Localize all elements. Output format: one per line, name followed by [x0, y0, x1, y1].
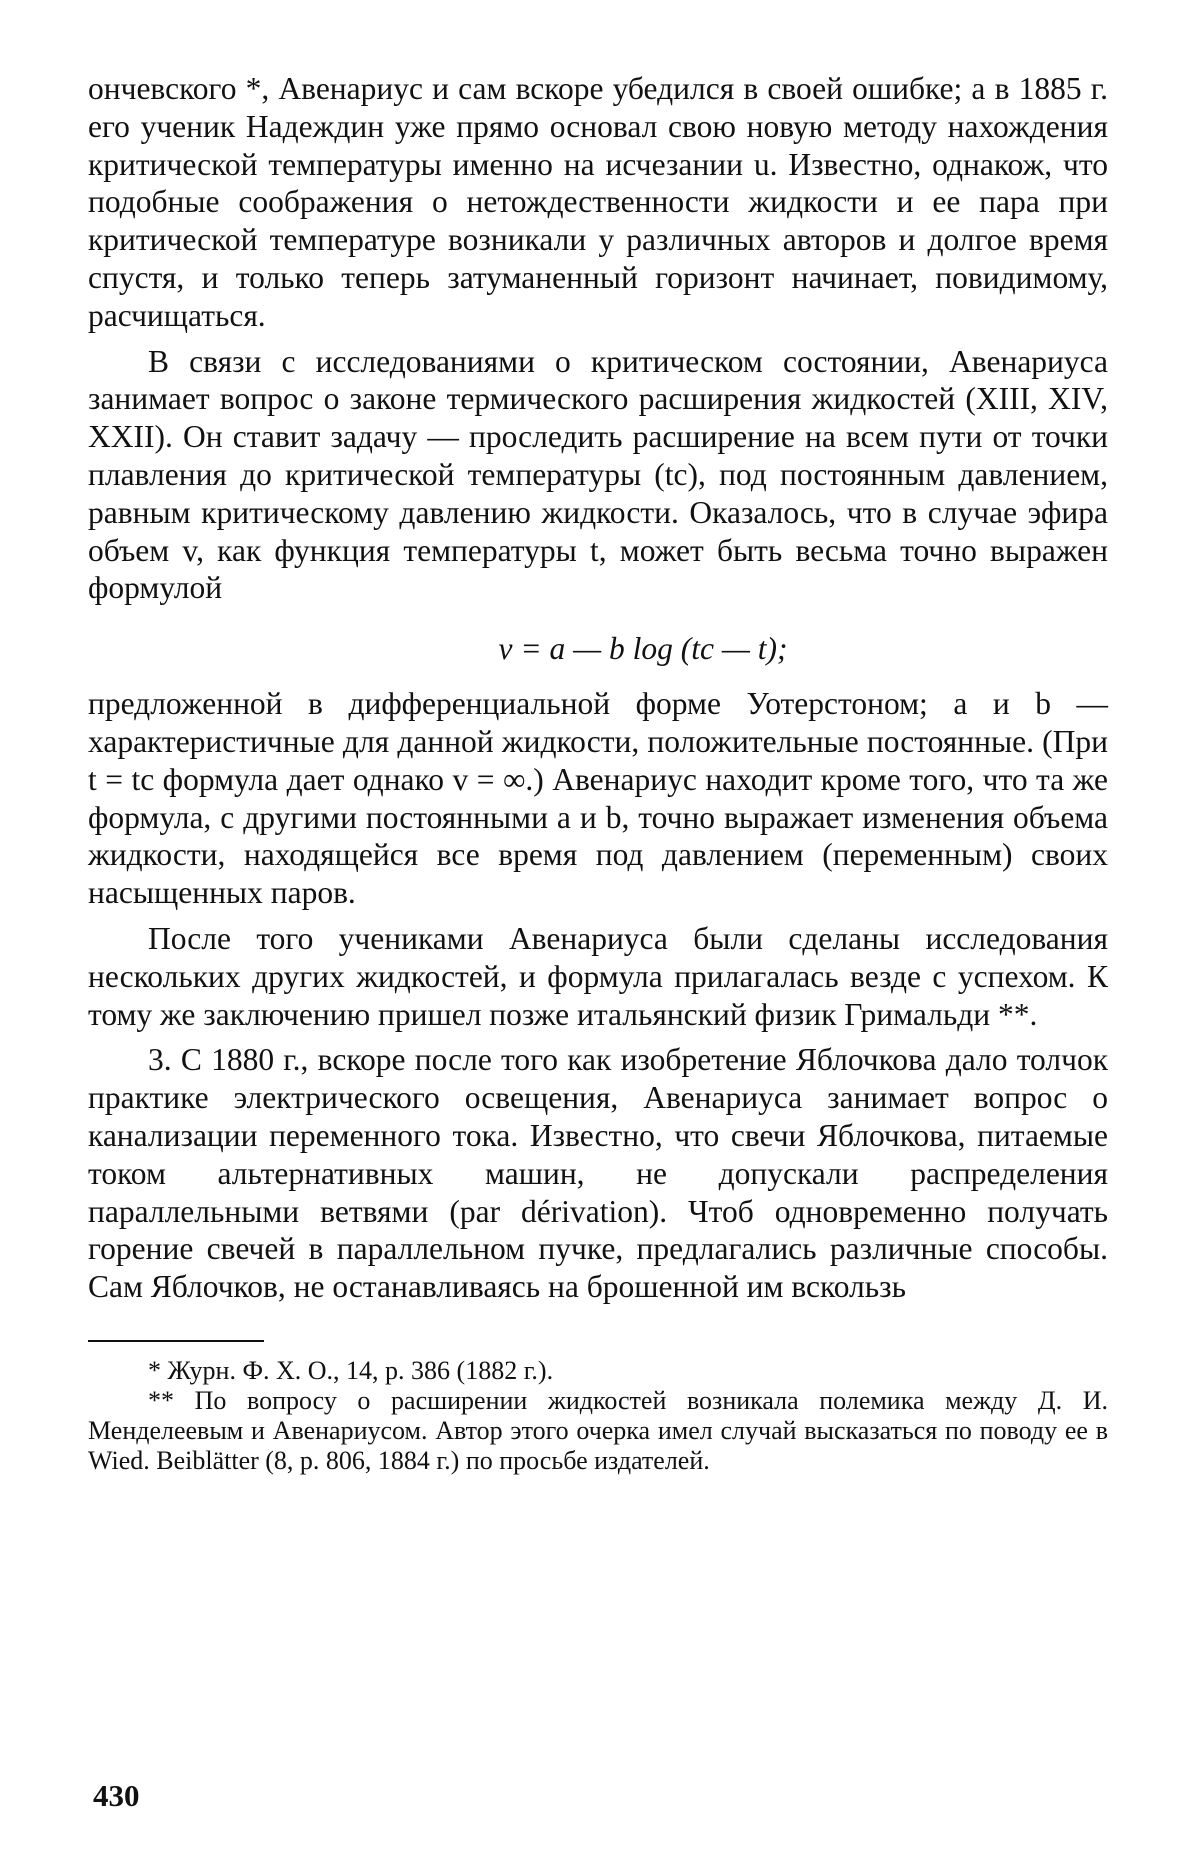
- paragraph-1: ончевского *, Авенариус и сам вскоре убедился в своей ошибке; а в 1885 г. его ученик Надеждин уже прямо основал свою новую методу нахождения критической температуры именно на исчезании u. Известно, однакож, что подобные соображения о нетождественности жидкости и ее пара при критической температуре возникали у различных авторов и долгое время спустя, и только теперь затуманенный горизонт начинает, повидимому, расчищаться.: [88, 71, 1108, 333]
- page-number: 430: [93, 1778, 140, 1813]
- paragraph-4: После того учениками Авенариуса были сделаны исследования нескольких других жидкостей, и формула прилагалась везде с успехом. К тому же заключению пришел позже итальянский физик Гримальди **.: [88, 920, 1108, 1032]
- page-body: [88, 70, 1108, 1476]
- footnote-divider: [88, 1340, 264, 1342]
- paragraph-2: В связи с исследованиями о критическом состоянии, Авенариуса занимает вопрос о законе термического расширения жидкостей (XIII, XIV, XXII). Он ставит задачу — проследить расширение на всем пути от точки плавления до критической температуры (tc), под постоянным давлением, равным критическому давлению жидкости. Оказалось, что в случае эфира объем v, как функция температуры t, может быть весьма точно выражен формулой: [88, 343, 1108, 606]
- footnote-2: ** По вопросу о расширении жидкостей возникала полемика между Д. И. Менделеевым и Авенариусом. Автор этого очерка имел случай высказаться по поводу ее в Wied. Beiblätter (8, р. 806, 1884 г.) по просьбе издателей.: [88, 1385, 1108, 1475]
- paragraph-3: предложенной в дифференциальной форме Уотерстоном; a и b — характеристичные для данной жидкости, положительные постоянные. (При t = tc формула дает однако v = ∞.) Авенариус находит кроме того, что та же формула, с другими постоянными a и b, точно выражает изменения объема жидкости, находящейся все время под давлением (переменным) своих насыщенных паров.: [88, 686, 1108, 911]
- paragraph-5: 3. С 1880 г., вскоре после того как изобретение Яблочкова дало толчок практике электрического освещения, Авенариуса занимает вопрос о канализации переменного тока. Известно, что свечи Яблочкова, питаемые током альтернативных машин, не допускали распределения параллельными ветвями (par dérivation). Чтоб одновременно получать горение свечей в параллельном пучке, предлагались различные способы. Сам Яблочков, не останавливаясь на брошенной им вскользь: [88, 1042, 1108, 1305]
- formula: v = a — b log (tc — t);: [498, 631, 788, 667]
- footnote-1: * Журн. Ф. Х. О., 14, р. 386 (1882 г.).: [148, 1355, 554, 1385]
